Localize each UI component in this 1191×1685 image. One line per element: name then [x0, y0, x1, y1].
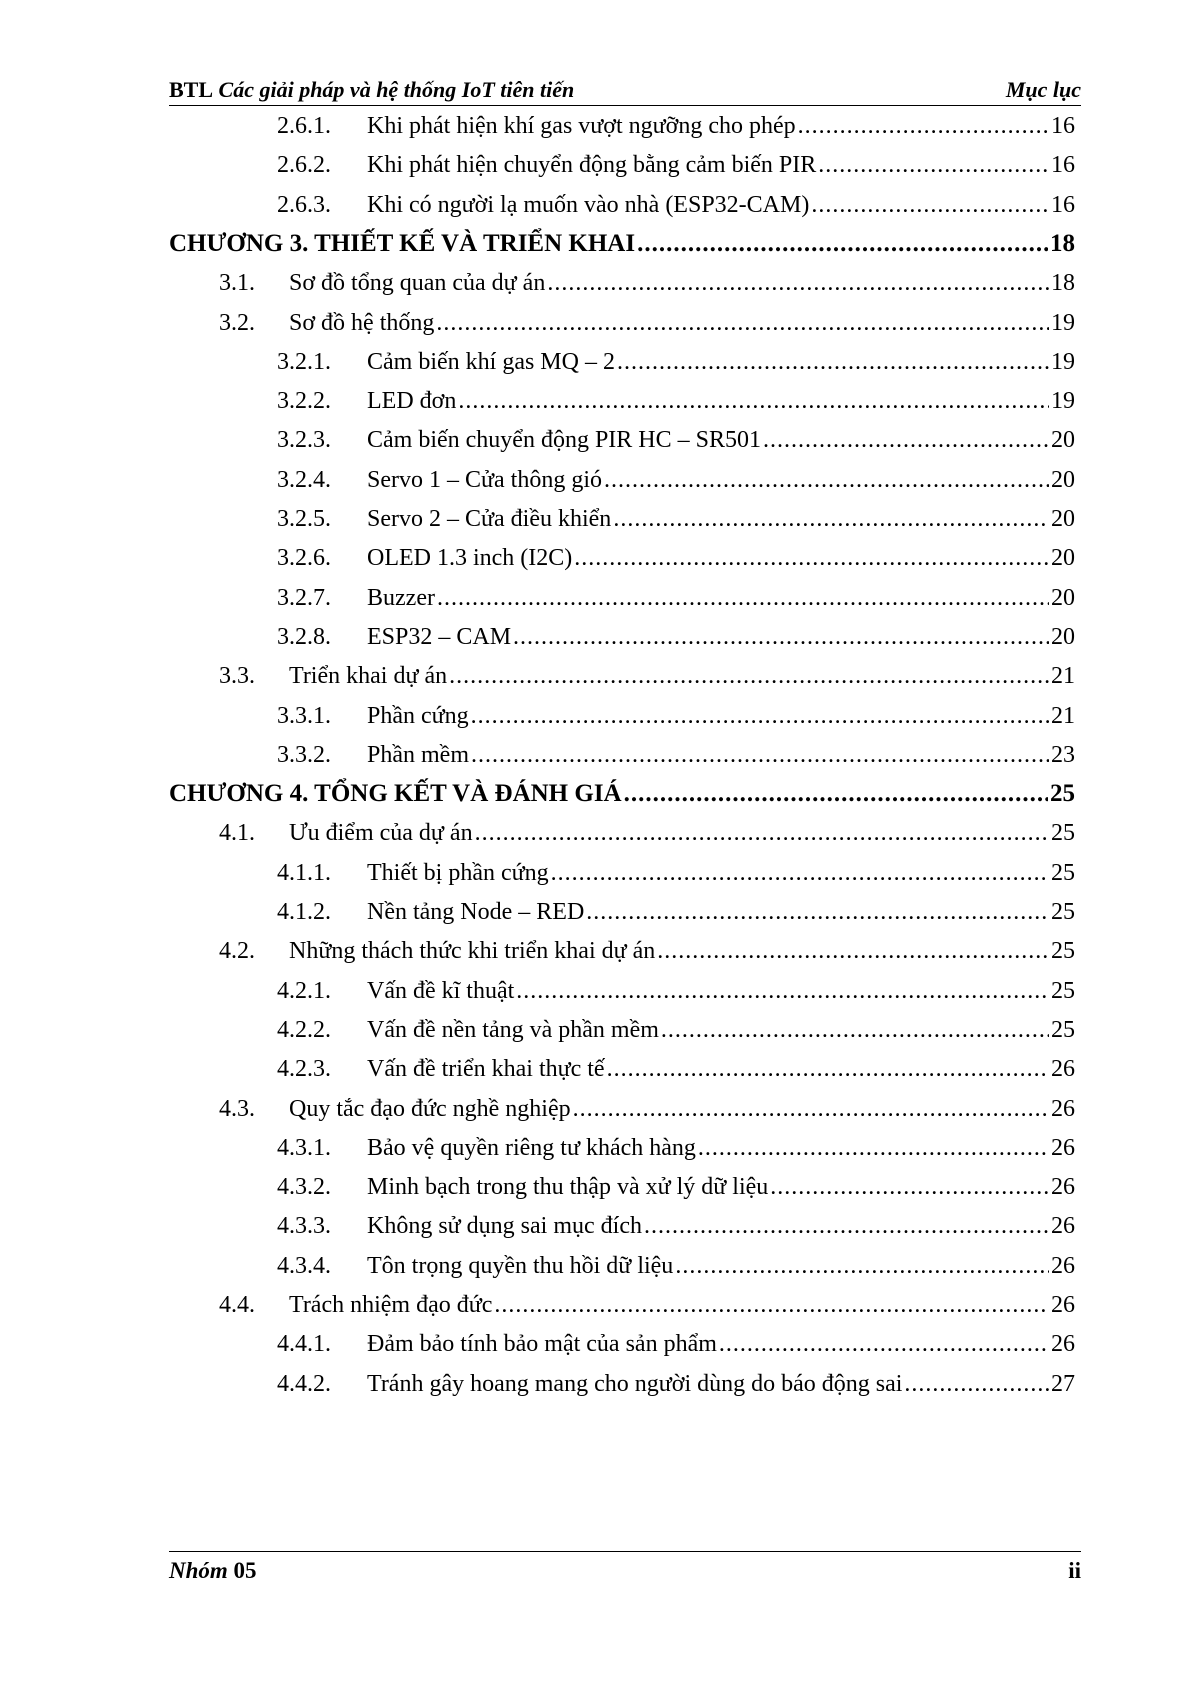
toc-entry-page: 16 — [1051, 113, 1075, 139]
toc-entry-title: Khi phát hiện khí gas vượt ngưỡng cho phép — [367, 113, 796, 139]
toc-entry[interactable] — [277, 463, 1075, 497]
toc-dot-leader — [513, 620, 1049, 654]
toc-entry-page: 26 — [1051, 1213, 1075, 1240]
toc-entry-page: 25 — [1051, 938, 1075, 965]
toc-entry-number: 3.2.7. — [277, 584, 331, 611]
toc-dot-leader — [613, 502, 1049, 536]
toc-dot-leader — [604, 463, 1049, 497]
toc-entry-number: 3.3. — [219, 663, 255, 690]
toc-entry[interactable] — [277, 1209, 1075, 1243]
toc-entry-number: 4.3.2. — [277, 1174, 331, 1201]
toc-entry-page: 18 — [1050, 229, 1075, 257]
toc-entry[interactable] — [219, 816, 1075, 850]
toc-entry[interactable] — [219, 934, 1075, 968]
toc-entry-title: Thiết bị phần cứng — [367, 859, 549, 886]
toc-entry[interactable] — [277, 699, 1075, 733]
toc-dot-leader — [458, 384, 1049, 418]
toc-entry-page: 19 — [1051, 309, 1075, 336]
footer-group — [169, 1558, 257, 1584]
toc-entry-page: 25 — [1051, 859, 1075, 886]
toc-dot-leader — [471, 699, 1049, 733]
toc-entry[interactable] — [277, 1367, 1075, 1401]
toc-entry-number: 3.3.1. — [277, 702, 331, 729]
toc-entry-title: Phần cứng — [367, 702, 469, 729]
toc-chapter-entry[interactable] — [169, 227, 1075, 261]
toc-entry-number: 4.3.3. — [277, 1213, 331, 1240]
toc-entry-page: 26 — [1051, 1292, 1075, 1318]
toc-entry[interactable] — [277, 109, 1075, 143]
toc-dot-leader — [763, 423, 1049, 457]
toc-entry-page: 19 — [1051, 348, 1075, 375]
toc-entry-title: Khi có người lạ muốn vào nhà (ESP32-CAM) — [367, 191, 810, 218]
toc-dot-leader — [449, 659, 1049, 693]
toc-entry-number: 3.1. — [219, 270, 255, 297]
toc-entry-title: ESP32 – CAM — [367, 623, 512, 650]
toc-entry-page: 26 — [1051, 1174, 1075, 1201]
toc-entry-page: 20 — [1051, 506, 1075, 532]
toc-dot-leader — [573, 1092, 1049, 1126]
toc-entry-title: Tôn trọng quyền thu hồi dữ liệu — [367, 1252, 674, 1279]
toc-entry-page: 26 — [1051, 1056, 1075, 1083]
toc-entry-number: 4.2. — [219, 938, 255, 965]
toc-entry[interactable] — [277, 974, 1075, 1008]
toc-entry-number: 3.2.6. — [277, 545, 331, 572]
toc-entry[interactable] — [277, 895, 1075, 929]
toc-dot-leader — [637, 227, 1048, 261]
toc-entry-title: CHƯƠNG 3. THIẾT KẾ VÀ TRIỂN KHAI — [169, 229, 636, 257]
toc-entry-title: CHƯƠNG 4. TỔNG KẾT VÀ ĐÁNH GIÁ — [169, 780, 622, 808]
toc-entry-title: Cảm biến chuyển động PIR HC – SR501 — [367, 427, 761, 454]
toc-entry-number: 3.2.5. — [277, 506, 331, 532]
toc-entry-page: 20 — [1051, 545, 1075, 572]
toc-entry-number: 4.2.2. — [277, 1016, 331, 1043]
toc-entry-page: 18 — [1051, 270, 1075, 297]
toc-entry-number: 4.3. — [219, 1095, 255, 1122]
toc-entry-number: 3.2.8. — [277, 623, 331, 650]
toc-entry-page: 23 — [1051, 741, 1075, 768]
toc-entry-page: 21 — [1051, 702, 1075, 729]
toc-entry[interactable] — [277, 620, 1075, 654]
toc-dot-leader — [494, 1288, 1049, 1322]
toc-entry-page: 26 — [1051, 1095, 1075, 1122]
toc-entry-page: 26 — [1051, 1252, 1075, 1279]
toc-entry-number: 4.2.3. — [277, 1056, 331, 1083]
toc-entry-number: 3.3.2. — [277, 741, 331, 768]
toc-entry-title: Vấn đề kĩ thuật — [367, 977, 515, 1004]
toc-dot-leader — [624, 777, 1048, 811]
toc-entry[interactable] — [277, 738, 1075, 772]
toc-dot-leader — [644, 1209, 1049, 1243]
toc-dot-leader — [574, 541, 1049, 575]
toc-dot-leader — [516, 974, 1049, 1008]
toc-entry-title: Những thách thức khi triển khai dự án — [289, 938, 656, 965]
toc-entry-page: 16 — [1051, 191, 1075, 218]
toc-entry-number: 4.3.1. — [277, 1134, 331, 1161]
toc-entry[interactable] — [277, 1327, 1075, 1361]
toc-entry-number: 2.6.2. — [277, 152, 331, 179]
toc-entry-number: 4.1.1. — [277, 859, 331, 886]
toc-entry-title: Ưu điểm của dự án — [289, 820, 473, 847]
toc-entry-title: Đảm bảo tính bảo mật của sản phẩm — [367, 1331, 717, 1358]
toc-entry-page: 20 — [1051, 427, 1075, 454]
toc-entry-title: Minh bạch trong thu thập và xử lý dữ liệu — [367, 1174, 769, 1201]
toc-entry-number: 3.2.4. — [277, 466, 331, 493]
toc-entry-page: 25 — [1051, 977, 1075, 1004]
toc-dot-leader — [675, 1249, 1049, 1283]
toc-entry-number: 3.2.3. — [277, 427, 331, 454]
header-course-name: Các giải pháp và hệ thống IoT tiên tiến — [218, 77, 575, 102]
toc-dot-leader — [551, 856, 1049, 890]
toc-dot-leader — [617, 345, 1049, 379]
header-course-code: BTL — [169, 77, 214, 102]
toc-entry-number: 3.2. — [219, 309, 255, 336]
toc-entry-title: Cảm biến khí gas MQ – 2 — [367, 348, 615, 375]
footer-group-number: 05 — [233, 1558, 257, 1583]
toc-entry-title: Sơ đồ hệ thống — [289, 309, 435, 336]
toc-entry[interactable] — [277, 581, 1075, 615]
toc-entry-title: Servo 1 – Cửa thông gió — [367, 466, 602, 493]
toc-entry[interactable] — [277, 188, 1075, 222]
toc-entry-title: Khi phát hiện chuyển động bằng cảm biến PIR — [367, 152, 817, 179]
toc-entry-page: 20 — [1051, 623, 1075, 650]
toc-dot-leader — [586, 895, 1049, 929]
toc-entry-title: Sơ đồ tổng quan của dự án — [289, 270, 546, 297]
toc-entry[interactable] — [277, 345, 1075, 379]
toc-dot-leader — [904, 1367, 1049, 1401]
toc-entry-title: Servo 2 – Cửa điều khiển — [367, 506, 612, 532]
toc-entry[interactable] — [277, 148, 1075, 182]
toc-dot-leader — [475, 816, 1049, 850]
toc-dot-leader — [811, 188, 1049, 222]
toc-entry[interactable] — [219, 266, 1075, 300]
toc-dot-leader — [661, 1013, 1049, 1047]
toc-entry-page: 25 — [1051, 820, 1075, 847]
toc-entry-page: 19 — [1051, 388, 1075, 415]
toc-entry[interactable] — [277, 502, 1075, 536]
toc-entry-page: 20 — [1051, 466, 1075, 493]
toc-entry[interactable] — [277, 541, 1075, 575]
toc-entry-title: Trách nhiệm đạo đức — [289, 1292, 493, 1318]
header-section: Mục lục — [1005, 77, 1081, 102]
toc-entry-page: 16 — [1051, 152, 1075, 179]
toc-entry-title: Không sử dụng sai mục đích — [367, 1213, 642, 1240]
toc-entry-page: 26 — [1051, 1134, 1075, 1161]
footer-group-label: Nhóm — [169, 1558, 228, 1583]
toc-entry-number: 4.1. — [219, 820, 255, 847]
toc-dot-leader — [436, 306, 1049, 340]
toc-entry[interactable] — [219, 306, 1075, 340]
toc-dot-leader — [607, 1052, 1049, 1086]
toc-dot-leader — [770, 1170, 1049, 1204]
toc-entry-title: Buzzer — [367, 584, 435, 611]
toc-entry-number: 4.4.2. — [277, 1370, 331, 1397]
toc-entry-title: Phần mềm — [367, 741, 469, 768]
toc-entry[interactable] — [277, 1170, 1075, 1204]
toc-entry-number: 4.2.1. — [277, 977, 331, 1004]
page-header — [169, 76, 1081, 106]
toc-entry-page: 25 — [1050, 780, 1075, 808]
toc-entry-title: Vấn đề triển khai thực tế — [367, 1056, 605, 1083]
toc-entry[interactable] — [277, 1013, 1075, 1047]
toc-entry[interactable] — [219, 1092, 1075, 1126]
toc-dot-leader — [719, 1327, 1049, 1361]
toc-entry-number: 4.4.1. — [277, 1331, 331, 1358]
toc-entry[interactable] — [277, 856, 1075, 890]
toc-entry-title: Bảo vệ quyền riêng tư khách hàng — [367, 1134, 696, 1161]
toc-dot-leader — [698, 1131, 1049, 1165]
toc-entry[interactable] — [219, 1288, 1075, 1322]
toc-entry-number: 4.4. — [219, 1292, 255, 1318]
toc-entry-title: LED đơn — [367, 388, 457, 415]
toc-dot-leader — [437, 581, 1049, 615]
toc-chapter-entry[interactable] — [169, 777, 1075, 811]
toc-entry-number: 4.1.2. — [277, 899, 331, 925]
toc-entry[interactable] — [219, 659, 1075, 693]
toc-dot-leader — [471, 738, 1049, 772]
toc-entry-title: Triển khai dự án — [289, 663, 448, 690]
toc-entry-number: 2.6.1. — [277, 113, 331, 139]
toc-entry-page: 26 — [1051, 1331, 1075, 1358]
toc-entry-title: OLED 1.3 inch (I2C) — [367, 545, 573, 572]
toc-entry-page: 25 — [1051, 899, 1075, 925]
toc-dot-leader — [798, 109, 1049, 143]
toc-entry[interactable] — [277, 1249, 1075, 1283]
toc-entry-page: 20 — [1051, 584, 1075, 611]
toc-dot-leader — [547, 266, 1049, 300]
toc-dot-leader — [818, 148, 1049, 182]
toc-entry-number: 3.2.2. — [277, 388, 331, 415]
toc-entry-title: Tránh gây hoang mang cho người dùng do báo động sai — [367, 1370, 903, 1397]
header-title — [169, 77, 574, 103]
footer-page-number: ii — [1068, 1558, 1081, 1583]
toc-entry-title: Quy tắc đạo đức nghề nghiệp — [289, 1095, 571, 1122]
toc-entry-number: 3.2.1. — [277, 348, 331, 375]
toc-entry-title: Nền tảng Node – RED — [367, 899, 585, 925]
toc-entry-number: 4.3.4. — [277, 1252, 331, 1279]
toc-entry-page: 25 — [1051, 1016, 1075, 1043]
toc-entry-page: 21 — [1051, 663, 1075, 690]
toc-entry[interactable] — [277, 423, 1075, 457]
toc-entry[interactable] — [277, 1131, 1075, 1165]
toc-entry-number: 2.6.3. — [277, 191, 331, 218]
toc-dot-leader — [657, 934, 1049, 968]
page-footer — [169, 1551, 1081, 1584]
toc-entry[interactable] — [277, 1052, 1075, 1086]
toc-entry-page: 27 — [1051, 1370, 1075, 1397]
toc-entry[interactable] — [277, 384, 1075, 418]
toc-entry-title: Vấn đề nền tảng và phần mềm — [367, 1016, 659, 1043]
